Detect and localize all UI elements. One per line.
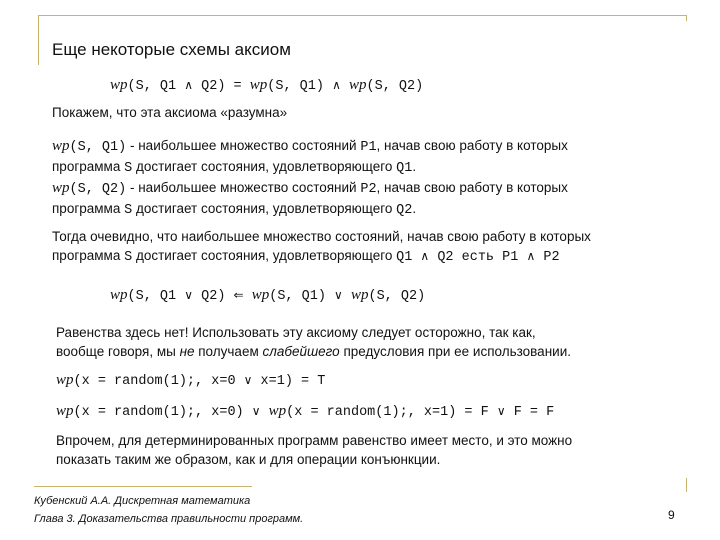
- show-reasonable-text: Покажем, что эта аксиома «разумна»: [52, 105, 288, 120]
- slide-title: Еще некоторые схемы аксиом: [52, 40, 291, 59]
- closing-paragraph: Впрочем, для детерминированных программ равенство имеет место, и это можно показать таким же образом, как и для операции конъюнкции.: [56, 433, 573, 467]
- footer-author: Кубенский А.А. Дискретная математика: [34, 495, 251, 507]
- footer-rule: [34, 486, 252, 487]
- definition-q2: wp(S, Q2) - наибольшее множество состояний P2, начав свою работу в которых программа S достигает состояния, удовлетворяющего Q2.: [52, 180, 568, 218]
- random-formula-or-outside: wp(x = random(1);, x=0) ∨ wp(x = random(1);, x=1) = F ∨ F = F: [56, 403, 555, 420]
- footer: [34, 492, 303, 528]
- warning-paragraph: Равенства здесь нет! Использовать эту аксиому следует осторожно, так как, вообще говоря, мы не получаем слабейшего предусловия при ее использовании.: [56, 325, 571, 359]
- axiom-formula-or: wp(S, Q1 ∨ Q2) ⇐ wp(S, Q1) ∨ wp(S, Q2): [110, 287, 426, 304]
- frame-right-tick: [686, 15, 687, 21]
- frame-top-rule: [38, 15, 686, 16]
- page-number: 9: [668, 508, 675, 522]
- definition-q1: wp(S, Q1) - наибольшее множество состояний P1, начав свою работу в которых программа S достигает состояния, удовлетворяющего Q1.: [52, 138, 568, 176]
- conclusion-paragraph: Тогда очевидно, что наибольшее множество состояний, начав свою работу в которых программа S достигает состояния, удовлетворяющего Q1 ∧ Q2 есть P1 ∧ P2: [52, 229, 591, 265]
- axiom-formula-and: wp(S, Q1 ∧ Q2) = wp(S, Q1) ∧ wp(S, Q2): [110, 77, 424, 94]
- random-formula-or-inside: wp(x = random(1);, x=0 ∨ x=1) = T: [56, 372, 326, 389]
- footer-corner-rule: [686, 478, 687, 492]
- footer-chapter: Глава 3. Доказательства правильности программ.: [34, 513, 304, 525]
- frame-left-rule: [38, 15, 39, 65]
